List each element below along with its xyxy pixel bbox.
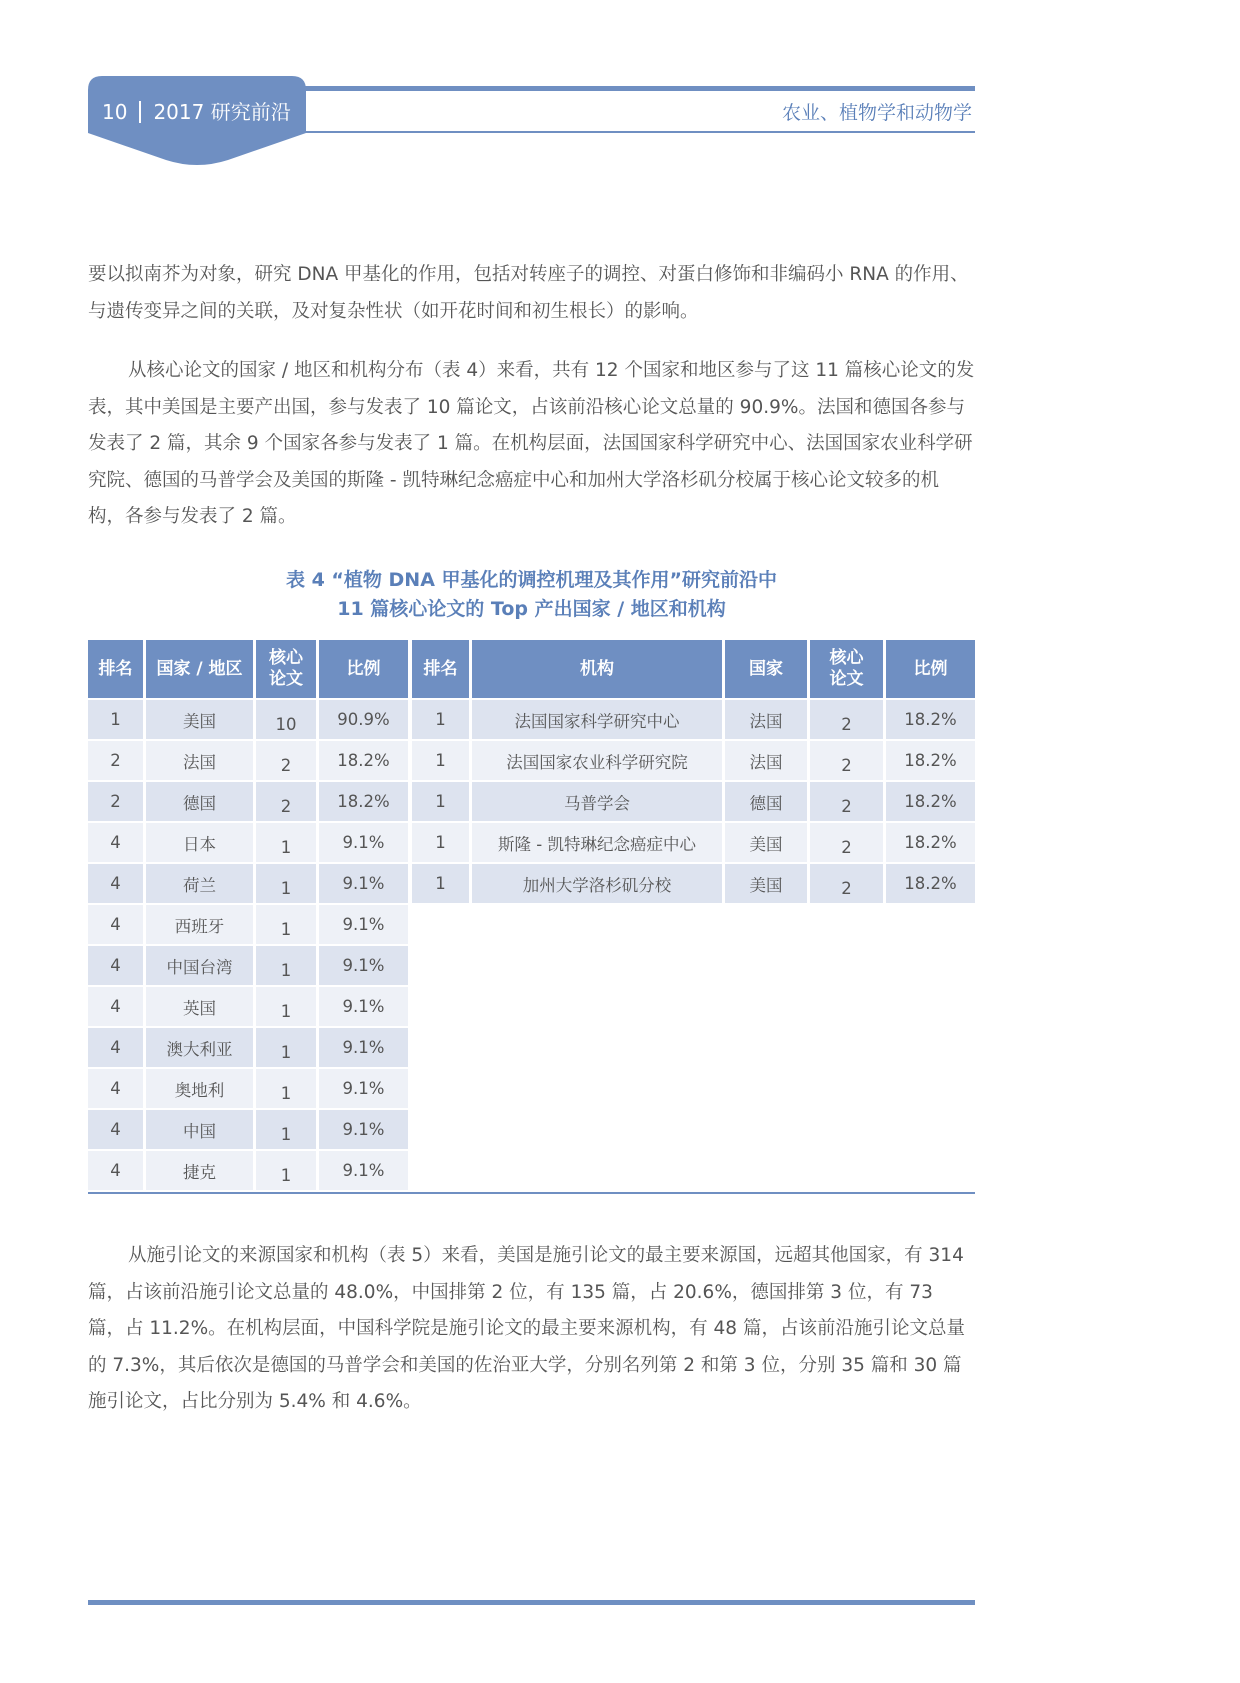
institution-table bbox=[412, 640, 975, 903]
inst-cell-ratio: 18.2% bbox=[886, 821, 975, 862]
country-cell-name: 日本 bbox=[146, 821, 256, 862]
country-cell-name: 德国 bbox=[146, 780, 256, 821]
inst-cell-rank: 1 bbox=[412, 821, 472, 862]
country-row bbox=[88, 821, 408, 862]
inst-cell-rank: 1 bbox=[412, 698, 472, 739]
inst-cell-country: 法国 bbox=[725, 698, 810, 739]
country-cell-name: 中国 bbox=[146, 1108, 256, 1149]
country-cell-name: 美国 bbox=[146, 698, 256, 739]
country-cell-name: 英国 bbox=[146, 985, 256, 1026]
country-cell-papers: 1 bbox=[256, 1149, 319, 1190]
header-tab bbox=[88, 76, 306, 168]
inst-cell-name: 马普学会 bbox=[472, 780, 725, 821]
paragraph-2: 从核心论文的国家 / 地区和机构分布（表 4）来看，共有 12 个国家和地区参与了这 11 篇核心论文的发表，其中美国是主要产出国，参与发表了 10 篇论文，占该前沿核心论文总量的 90.9%。法国和德国各参与发表了 2 篇，其余 9 个国家各参与发表了 1 篇。在机构层面，法国国家科学研究中心、法国国家农业科学研究院、德国的马普学会及美国的斯隆 - 凯特琳纪念癌症中心和加州大学洛杉矶分校属于核心论文较多的机构，各参与发表了 2 篇。 bbox=[88, 360, 975, 527]
inst-cell-rank: 1 bbox=[412, 780, 472, 821]
paragraph-3: 从施引论文的来源国家和机构（表 5）来看，美国是施引论文的最主要来源国，远超其他国家，有 314 篇，占该前沿施引论文总量的 48.0%，中国排第 2 位，有 135 篇，占 20.6%，德国排第 3 位，有 73 篇，占 11.2%。在机构层面，中国科学院是施引论文的最主要来源机构，有 48 篇，占该前沿施引论文总量的 7.3%，其后依次是德国的马普学会和美国的佐治亚大学，分别名列第 2 和第 3 位，分别 35 篇和 30 篇施引论文，占比分别为 5.4% 和 4.6%。 bbox=[88, 1245, 965, 1412]
inst-cell-country: 德国 bbox=[725, 780, 810, 821]
country-header-ratio: 比例 bbox=[319, 640, 408, 698]
inst-header-name: 机构 bbox=[472, 640, 725, 698]
country-cell-papers: 1 bbox=[256, 944, 319, 985]
header-rule-bottom bbox=[300, 131, 975, 133]
inst-cell-papers: 2 bbox=[810, 862, 886, 903]
country-cell-ratio: 9.1% bbox=[319, 903, 408, 944]
inst-cell-ratio: 18.2% bbox=[886, 780, 975, 821]
country-cell-papers: 1 bbox=[256, 985, 319, 1026]
inst-header-country: 国家 bbox=[725, 640, 810, 698]
inst-cell-country: 美国 bbox=[725, 821, 810, 862]
country-header-papers-label: 核心论文 bbox=[269, 648, 303, 689]
country-cell-ratio: 9.1% bbox=[319, 1067, 408, 1108]
inst-header-papers bbox=[810, 640, 886, 698]
institution-table-body bbox=[412, 698, 975, 903]
inst-row bbox=[412, 739, 975, 780]
inst-cell-papers: 2 bbox=[810, 780, 886, 821]
country-row bbox=[88, 944, 408, 985]
country-cell-name: 奥地利 bbox=[146, 1067, 256, 1108]
country-cell-ratio: 9.1% bbox=[319, 1108, 408, 1149]
country-cell-ratio: 18.2% bbox=[319, 780, 408, 821]
country-cell-rank: 1 bbox=[88, 698, 146, 739]
country-cell-name: 中国台湾 bbox=[146, 944, 256, 985]
inst-header-rank: 排名 bbox=[412, 640, 472, 698]
country-cell-name: 捷克 bbox=[146, 1149, 256, 1190]
country-cell-rank: 2 bbox=[88, 739, 146, 780]
country-cell-papers: 1 bbox=[256, 1108, 319, 1149]
inst-cell-rank: 1 bbox=[412, 739, 472, 780]
country-row bbox=[88, 903, 408, 944]
country-row bbox=[88, 1108, 408, 1149]
country-cell-papers: 1 bbox=[256, 1067, 319, 1108]
country-cell-name: 法国 bbox=[146, 739, 256, 780]
inst-row bbox=[412, 698, 975, 739]
country-cell-rank: 4 bbox=[88, 1026, 146, 1067]
country-cell-papers: 2 bbox=[256, 739, 319, 780]
country-cell-papers: 1 bbox=[256, 903, 319, 944]
country-row bbox=[88, 862, 408, 903]
country-cell-papers: 1 bbox=[256, 862, 319, 903]
country-cell-papers: 1 bbox=[256, 821, 319, 862]
inst-cell-name: 法国国家农业科学研究院 bbox=[472, 739, 725, 780]
inst-row bbox=[412, 862, 975, 903]
page-number: 10 bbox=[102, 100, 128, 124]
inst-cell-rank: 1 bbox=[412, 862, 472, 903]
country-cell-ratio: 9.1% bbox=[319, 1026, 408, 1067]
country-table bbox=[88, 640, 408, 1190]
inst-cell-name: 加州大学洛杉矶分校 bbox=[472, 862, 725, 903]
country-cell-papers: 10 bbox=[256, 698, 319, 739]
inst-cell-ratio: 18.2% bbox=[886, 739, 975, 780]
country-row bbox=[88, 1149, 408, 1190]
inst-cell-country: 法国 bbox=[725, 739, 810, 780]
country-cell-ratio: 90.9% bbox=[319, 698, 408, 739]
inst-row bbox=[412, 821, 975, 862]
inst-cell-papers: 2 bbox=[810, 739, 886, 780]
country-cell-name: 荷兰 bbox=[146, 862, 256, 903]
country-table-body bbox=[88, 698, 408, 1190]
country-cell-name: 西班牙 bbox=[146, 903, 256, 944]
country-cell-ratio: 18.2% bbox=[319, 739, 408, 780]
country-row bbox=[88, 1026, 408, 1067]
inst-cell-name: 斯隆 - 凯特琳纪念癌症中心 bbox=[472, 821, 725, 862]
table-bottom-rule bbox=[88, 1192, 975, 1194]
inst-header-ratio: 比例 bbox=[886, 640, 975, 698]
table-caption-line2: 11 篇核心论文的 Top 产出国家 / 地区和机构 bbox=[337, 598, 726, 620]
country-cell-rank: 4 bbox=[88, 903, 146, 944]
inst-cell-ratio: 18.2% bbox=[886, 862, 975, 903]
header-rule-top bbox=[300, 86, 975, 91]
country-cell-rank: 4 bbox=[88, 862, 146, 903]
country-cell-name: 澳大利亚 bbox=[146, 1026, 256, 1067]
country-cell-rank: 4 bbox=[88, 944, 146, 985]
country-cell-ratio: 9.1% bbox=[319, 944, 408, 985]
inst-cell-papers: 2 bbox=[810, 698, 886, 739]
section-title: 农业、植物学和动物学 bbox=[781, 102, 972, 124]
country-header-papers bbox=[256, 640, 319, 698]
header-tab-text bbox=[102, 96, 291, 125]
country-row bbox=[88, 985, 408, 1026]
country-cell-rank: 2 bbox=[88, 780, 146, 821]
inst-cell-papers: 2 bbox=[810, 821, 886, 862]
paragraph-1: 要以拟南芥为对象，研究 DNA 甲基化的作用，包括对转座子的调控、对蛋白修饰和非编码小 RNA 的作用、与遗传变异之间的关联，及对复杂性状（如开花时间和初生根长）的影响。 bbox=[88, 264, 969, 322]
table-caption-line1: 表 4 “植物 DNA 甲基化的调控机理及其作用”研究前沿中 bbox=[285, 569, 778, 591]
country-cell-rank: 4 bbox=[88, 1108, 146, 1149]
country-header-name: 国家 / 地区 bbox=[146, 640, 256, 698]
footer-rule bbox=[88, 1600, 975, 1605]
country-cell-papers: 1 bbox=[256, 1026, 319, 1067]
country-row bbox=[88, 739, 408, 780]
country-cell-rank: 4 bbox=[88, 1067, 146, 1108]
country-cell-ratio: 9.1% bbox=[319, 1149, 408, 1190]
country-row bbox=[88, 1067, 408, 1108]
country-cell-ratio: 9.1% bbox=[319, 821, 408, 862]
inst-cell-name: 法国国家科学研究中心 bbox=[472, 698, 725, 739]
inst-row bbox=[412, 780, 975, 821]
country-cell-rank: 4 bbox=[88, 985, 146, 1026]
report-title: 2017 研究前沿 bbox=[153, 100, 291, 124]
country-header-rank: 排名 bbox=[88, 640, 146, 698]
inst-header-papers-label: 核心论文 bbox=[829, 648, 864, 689]
country-cell-rank: 4 bbox=[88, 821, 146, 862]
country-row bbox=[88, 780, 408, 821]
country-cell-ratio: 9.1% bbox=[319, 985, 408, 1026]
inst-cell-country: 美国 bbox=[725, 862, 810, 903]
country-cell-rank: 4 bbox=[88, 1149, 146, 1190]
header-separator bbox=[139, 101, 141, 123]
country-cell-ratio: 9.1% bbox=[319, 862, 408, 903]
inst-cell-ratio: 18.2% bbox=[886, 698, 975, 739]
country-cell-papers: 2 bbox=[256, 780, 319, 821]
country-row bbox=[88, 698, 408, 739]
